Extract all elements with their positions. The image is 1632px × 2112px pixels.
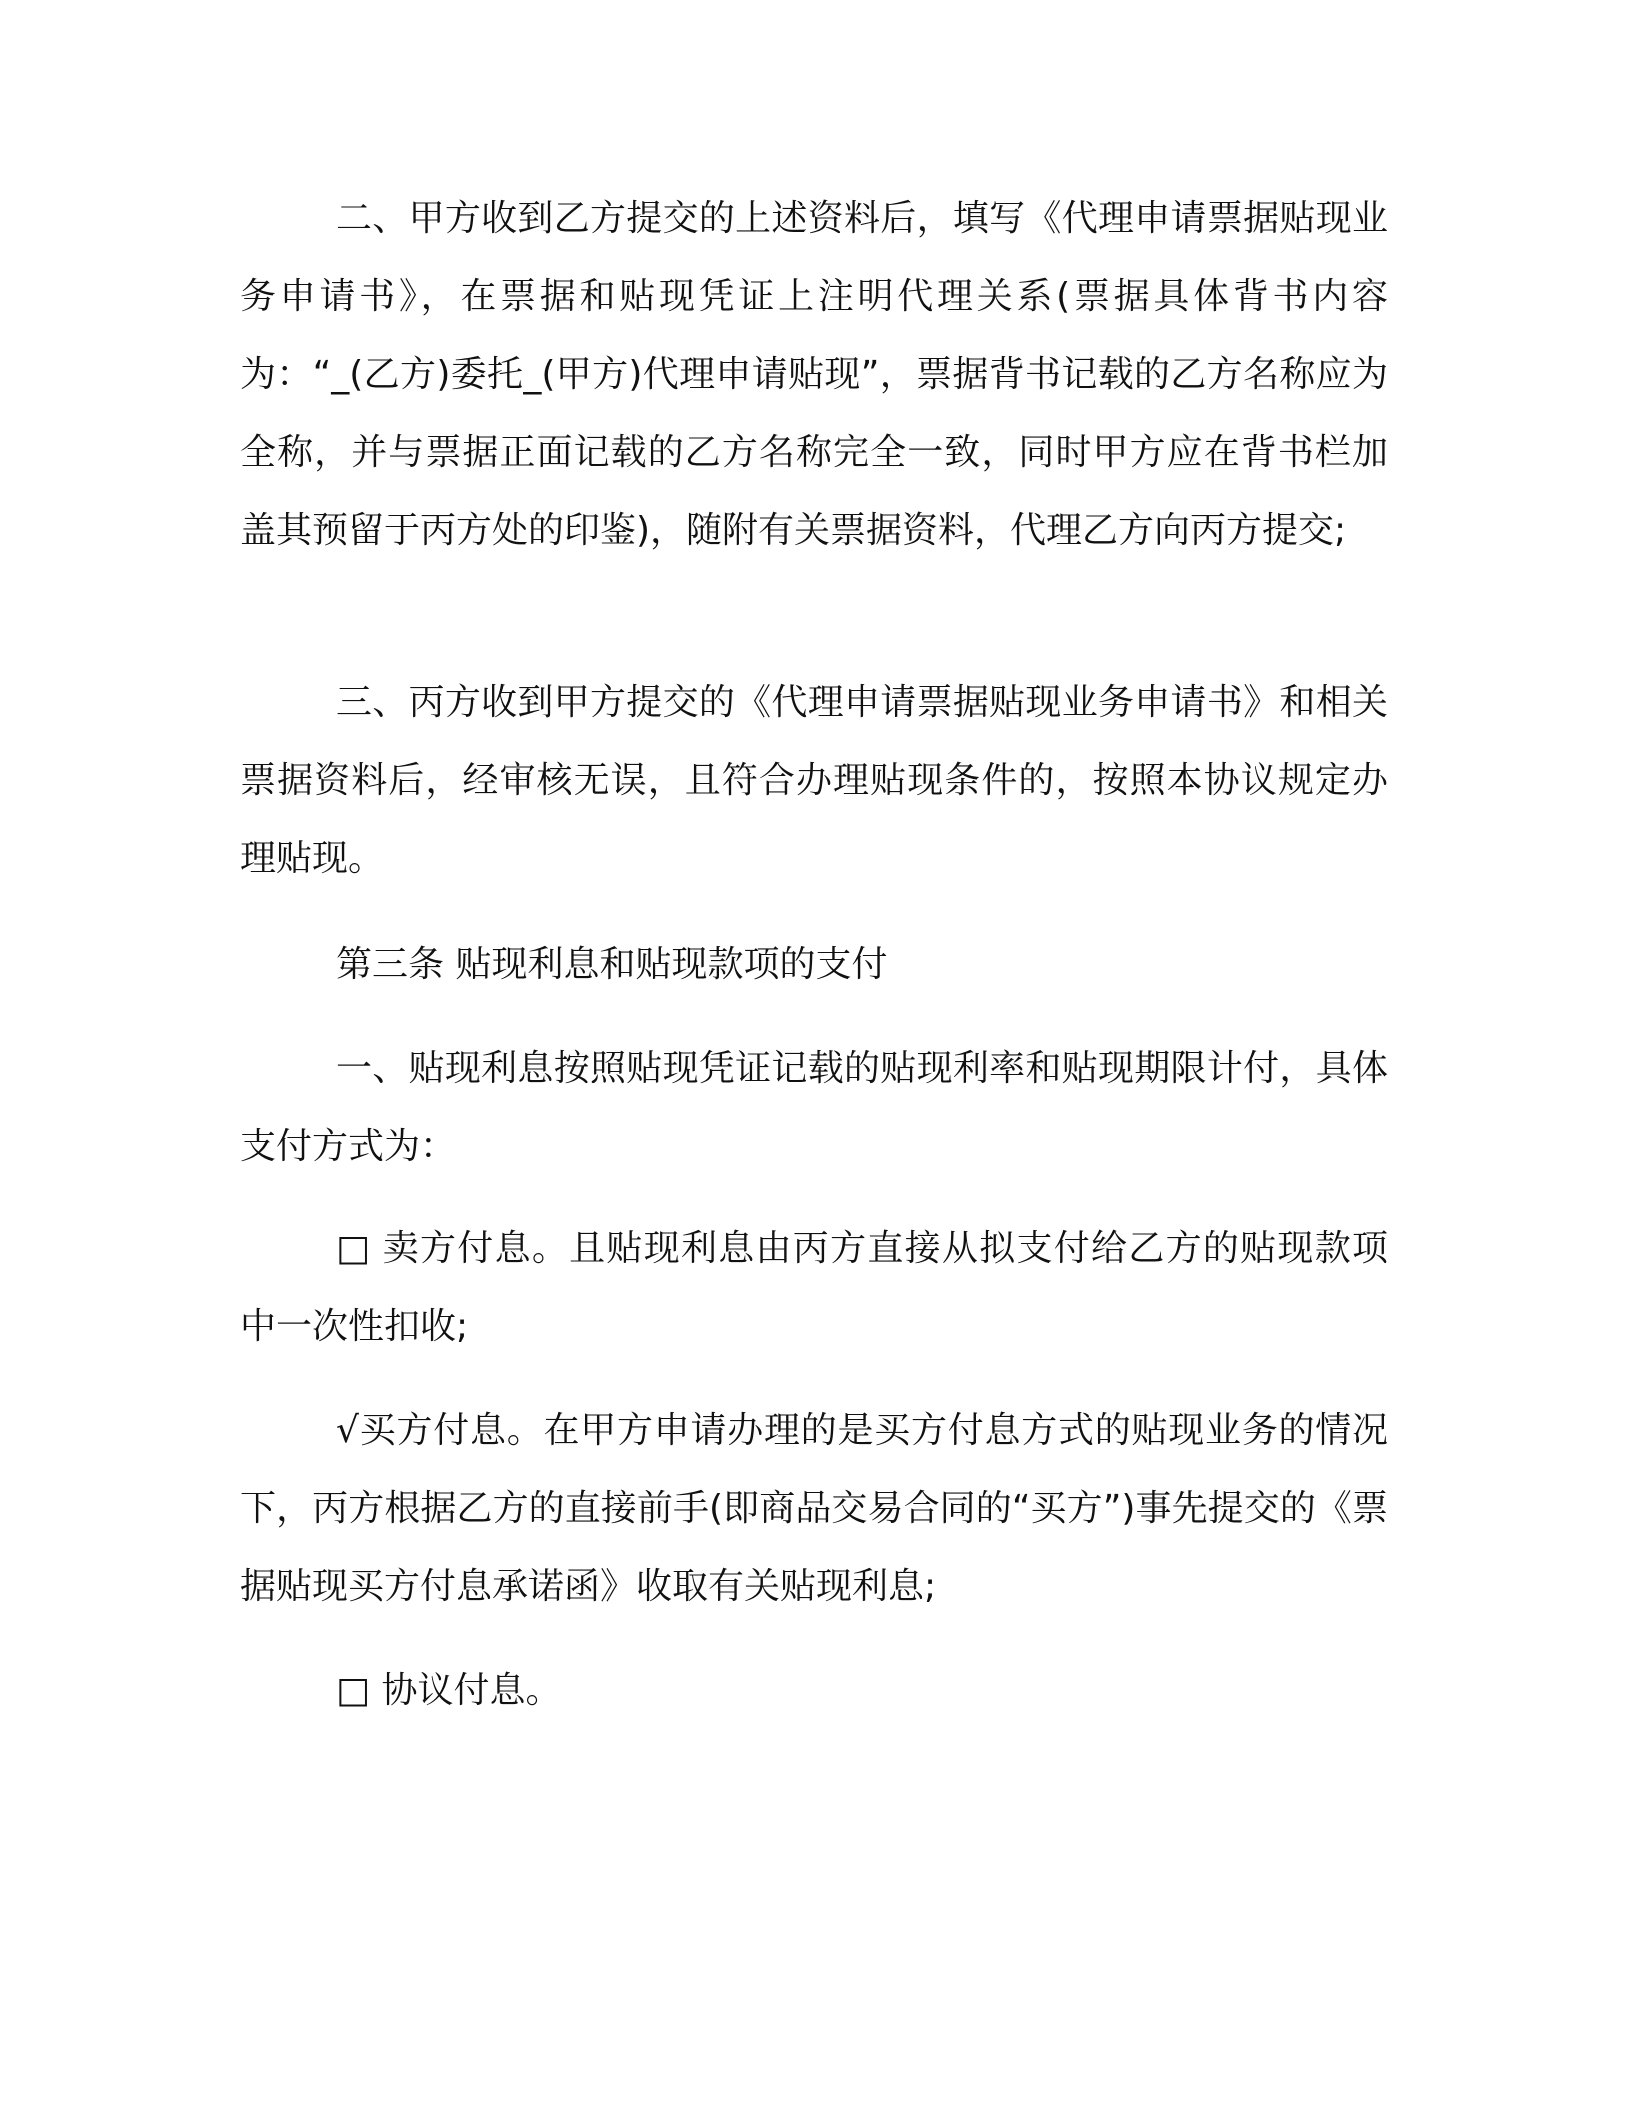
article-three-heading: 第三条 贴现利息和贴现款项的支付 [336,944,888,985]
checkmark-icon: √ [336,1410,359,1451]
option-agreement-pays [240,1652,1388,1730]
option-buyer-text: 买方付息。在甲方申请办理的是买方付息方式的贴现业务的情况下，丙方根据乙方的直接前手(即商品交易合同的“买方”)事先提交的《票据贴现买方付息承诺函》收取有关贴现利息; [240,1410,1388,1607]
paragraph-clause-three: 三、丙方收到甲方提交的《代理申请票据贴现业务申请书》和相关票据资料后，经审核无误，且符合办理贴现条件的，按照本协议规定办理贴现。 [240,682,1388,879]
paragraph-interest-payment: 一、贴现利息按照贴现凭证记载的贴现利率和贴现期限计付，具体支付方式为： [240,1048,1388,1167]
option-agreement-text: 协议付息。 [370,1670,562,1711]
unchecked-box-icon: □ [336,1228,371,1269]
option-buyer-pays [240,1392,1388,1626]
option-seller-pays [240,1210,1388,1366]
paragraph-clause-two: 二、甲方收到乙方提交的上述资料后，填写《代理申请票据贴现业务申请书》，在票据和贴现凭证上注明代理关系(票据具体背书内容为：“_(乙方)委托_(甲方)代理申请贴现”，票据背书记载的乙方名称应为全称，并与票据正面记载的乙方名称完全一致，同时甲方应在背书栏加盖其预留于丙方处的印鉴)，随附有关票据资料，代理乙方向丙方提交; [240,198,1388,551]
option-seller-text: 卖方付息。且贴现利息由丙方直接从拟支付给乙方的贴现款项中一次性扣收; [240,1228,1388,1347]
unchecked-box-icon: □ [336,1670,371,1711]
